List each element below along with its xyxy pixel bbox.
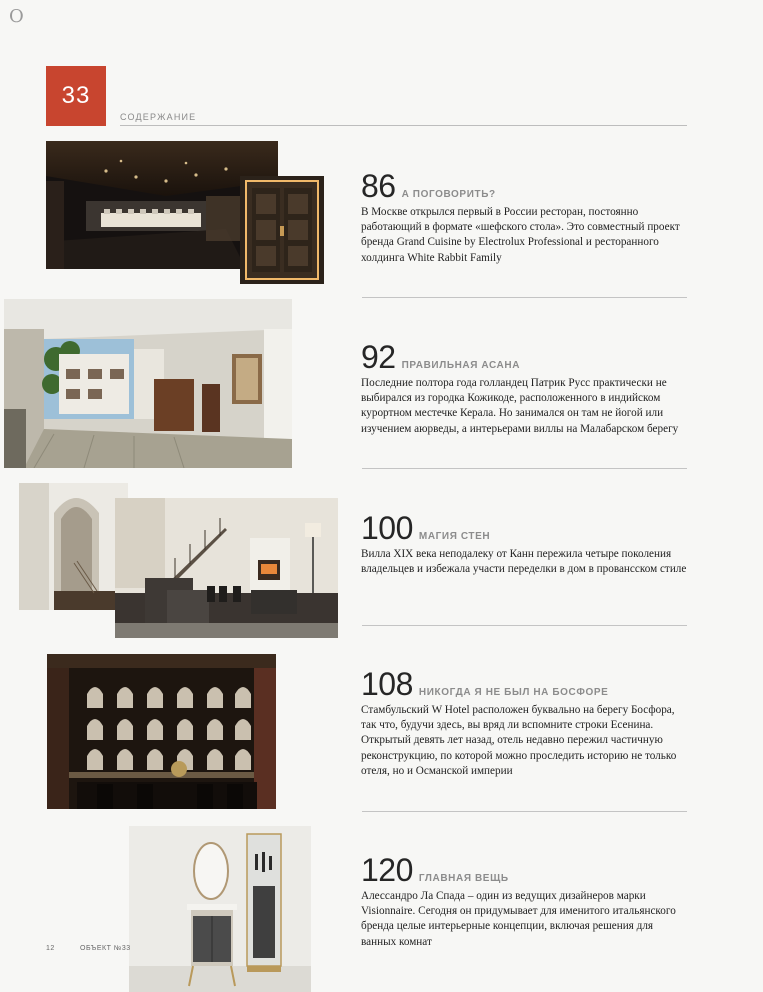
section-label: СОДЕРЖАНИЕ [120,112,197,122]
entry-description: Последние полтора года голландец Патрик Русс практически не выбирался из городка Кожикоде, расположенного в индийском курортном местечке Керала. Но занимался он там не йогой или изучением аюрведы, а интерьерами виллы на Малабарском берегу [361,377,679,435]
issue-number-badge: 33 [46,66,106,126]
entry-title: МАГИЯ СТЕН [418,531,491,542]
entry-title: А ПОГОВОРИТЬ? [401,189,496,200]
entry-page-number: 86 [361,168,396,204]
toc-entry-92[interactable] [361,341,691,437]
entry-title: НИКОГДА Я НЕ БЫЛ НА БОСФОРЕ [418,687,609,698]
entry-page-number: 120 [361,852,413,888]
entry-divider [362,811,687,812]
hotel-lattice-photo [47,654,276,809]
door-photo [240,176,324,284]
entry-page-number: 108 [361,666,413,702]
living-room-photo [115,498,338,638]
toc-entry-86[interactable] [361,170,691,266]
entry-description: Алессандро Ла Спада – один из ведущих дизайнеров марки Visionnaire. Сегодня он придумывает для именитого итальянского бренда целые интерьерные концепции, включая решения для ванных комнат [361,890,676,948]
header-divider [120,125,687,126]
bathroom-vanity-photo [129,826,311,992]
toc-entry-120[interactable] [361,854,691,950]
arch-doorway-photo [19,483,128,610]
corner-mark: O [9,6,24,27]
villa-photo [4,299,292,468]
toc-entry-100[interactable] [361,512,691,577]
footer-page-number: 12 [46,945,55,952]
entry-divider [362,625,687,626]
entry-title: ПРАВИЛЬНАЯ АСАНА [401,360,521,371]
entry-description: Вилла XIX века неподалеку от Канн пережила четыре поколения владельцев и избежала участи переделки в дом в провансском стиле [361,548,687,576]
entry-page-number: 100 [361,510,413,546]
entry-divider [362,468,687,469]
entry-title: ГЛАВНАЯ ВЕЩЬ [418,873,509,884]
entry-description: В Москве открылся первый в России ресторан, постоянно работающий в формате «шефского стола». Это совместный проект бренда Grand Cuisine by Electrolux Professional и ресторанного холдинга White Rabbit Family [361,206,680,264]
entry-description: Стамбульский W Hotel расположен буквально на берегу Босфора, так что, будучи здесь, вы вряд ли вспомните строки Есенина. Открытый девять лет назад, отель недавно пережил частичную реконструкцию, по которой можно проследить историю не только отеля, но и Османской империи [361,704,677,777]
entry-divider [362,297,687,298]
entry-page-number: 92 [361,339,396,375]
toc-entry-108[interactable] [361,668,691,779]
footer-magazine-name: ОБЪЕКТ №33 [80,945,131,952]
